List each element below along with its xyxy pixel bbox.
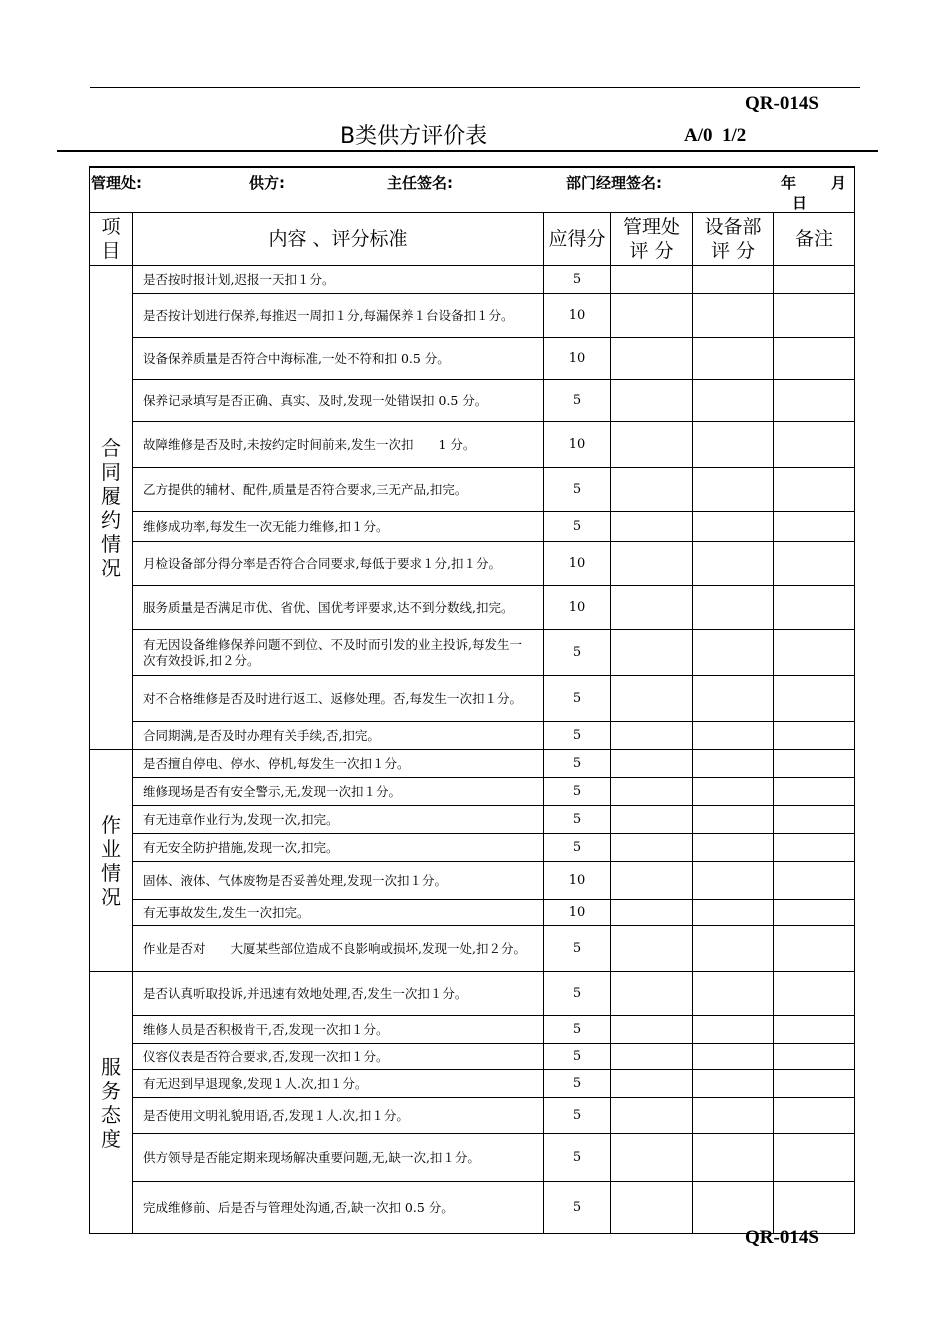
mgmt-score-cell[interactable] xyxy=(611,676,693,722)
table-row xyxy=(90,926,855,972)
note-cell[interactable] xyxy=(774,512,855,542)
table-row xyxy=(90,1070,855,1098)
criterion-text: 作业是否对 大厦某些部位造成不良影响或损坏,发现一处,扣２分。 xyxy=(133,926,544,972)
mgmt-score-cell[interactable] xyxy=(611,338,693,380)
table-row xyxy=(90,1098,855,1134)
dept-score-cell[interactable] xyxy=(693,338,774,380)
points-value: 5 xyxy=(544,468,611,512)
table-row xyxy=(90,380,855,422)
mgmt-score-cell[interactable] xyxy=(611,1098,693,1134)
mgmt-score-cell[interactable] xyxy=(611,1134,693,1182)
dept-score-cell[interactable] xyxy=(693,926,774,972)
criterion-text: 供方领导是否能定期来现场解决重要问题,无,缺一次,扣１分。 xyxy=(133,1134,544,1182)
points-value: 5 xyxy=(544,1070,611,1098)
note-cell[interactable] xyxy=(774,676,855,722)
points-value: 5 xyxy=(544,778,611,806)
points-value: 5 xyxy=(544,1134,611,1182)
points-value: 10 xyxy=(544,862,611,900)
table-row xyxy=(90,862,855,900)
points-value: 10 xyxy=(544,586,611,630)
criterion-text: 保养记录填写是否正确、真实、及时,发现一处错误扣 0.5 分。 xyxy=(133,380,544,422)
col-dept-score: 设备部 评 分 xyxy=(693,213,774,266)
col-note: 备注 xyxy=(774,213,855,266)
col-item: 项目 xyxy=(90,213,133,266)
mgmt-label: 管理处: xyxy=(91,174,142,192)
supplier-label: 供方: xyxy=(249,174,285,192)
note-cell[interactable] xyxy=(774,468,855,512)
dept-score-cell[interactable] xyxy=(693,862,774,900)
note-cell[interactable] xyxy=(774,1044,855,1070)
mgmt-score-cell[interactable] xyxy=(611,862,693,900)
note-cell[interactable] xyxy=(774,1182,855,1234)
mgmt-score-cell[interactable] xyxy=(611,1044,693,1070)
points-value: 5 xyxy=(544,1182,611,1234)
points-value: 5 xyxy=(544,1016,611,1044)
points-value: 5 xyxy=(544,380,611,422)
criterion-text: 月检设备部分得分率是否符合合同要求,每低于要求１分,扣１分。 xyxy=(133,542,544,586)
dept-score-cell[interactable] xyxy=(693,676,774,722)
table-row xyxy=(90,722,855,750)
mgmt-score-cell[interactable] xyxy=(611,1016,693,1044)
points-value: 5 xyxy=(544,972,611,1016)
dept-score-cell[interactable] xyxy=(693,1182,774,1234)
criterion-text: 设备保养质量是否符合中海标准,一处不符和扣 0.5 分。 xyxy=(133,338,544,380)
note-cell[interactable] xyxy=(774,806,855,834)
table-row xyxy=(90,266,855,294)
points-value: 10 xyxy=(544,338,611,380)
table-row xyxy=(90,468,855,512)
form-version: A/0 1/2 xyxy=(684,125,747,146)
points-value: 5 xyxy=(544,750,611,778)
dept-score-cell[interactable] xyxy=(693,900,774,926)
criterion-text: 是否按计划进行保养,每推迟一周扣１分,每漏保养１台设备扣１分。 xyxy=(133,294,544,338)
title-rule xyxy=(57,150,878,152)
manager-signature-label: 部门经理签名: xyxy=(566,174,662,192)
table-row xyxy=(90,778,855,806)
dept-score-cell[interactable] xyxy=(693,1134,774,1182)
evaluation-table xyxy=(89,166,855,1234)
table-row xyxy=(90,294,855,338)
criterion-text: 是否擅自停电、停水、停机,每发生一次扣１分。 xyxy=(133,750,544,778)
mgmt-score-cell[interactable] xyxy=(611,972,693,1016)
criterion-text: 服务质量是否满足市优、省优、国优考评要求,达不到分数线,扣完。 xyxy=(133,586,544,630)
table-row xyxy=(90,834,855,862)
points-value: 5 xyxy=(544,926,611,972)
points-value: 5 xyxy=(544,512,611,542)
table-row xyxy=(90,338,855,380)
note-cell[interactable] xyxy=(774,778,855,806)
note-cell[interactable] xyxy=(774,294,855,338)
dept-score-cell[interactable] xyxy=(693,1016,774,1044)
table-row xyxy=(90,1134,855,1182)
director-signature-label: 主任签名: xyxy=(387,174,453,192)
section-name: 服务态度 xyxy=(90,972,133,1234)
table-row xyxy=(90,630,855,676)
table-row xyxy=(90,750,855,778)
points-value: 5 xyxy=(544,676,611,722)
mgmt-score-cell[interactable] xyxy=(611,266,693,294)
points-value: 5 xyxy=(544,722,611,750)
points-value: 10 xyxy=(544,542,611,586)
year-label: 年 xyxy=(781,174,797,192)
criterion-text: 维修人员是否积极肯干,否,发现一次扣１分。 xyxy=(133,1016,544,1044)
column-header-row xyxy=(90,213,855,266)
dept-score-cell[interactable] xyxy=(693,1044,774,1070)
criterion-text: 是否按时报计划,迟报一天扣１分。 xyxy=(133,266,544,294)
note-cell[interactable] xyxy=(774,750,855,778)
dept-score-cell[interactable] xyxy=(693,1098,774,1134)
section-name: 合同履约情况 xyxy=(90,266,133,750)
mgmt-score-cell[interactable] xyxy=(611,294,693,338)
dept-score-cell[interactable] xyxy=(693,542,774,586)
note-cell[interactable] xyxy=(774,542,855,586)
criterion-text: 有无违章作业行为,发现一次,扣完。 xyxy=(133,806,544,834)
note-cell[interactable] xyxy=(774,900,855,926)
note-cell[interactable] xyxy=(774,338,855,380)
dept-score-cell[interactable] xyxy=(693,586,774,630)
mgmt-score-cell[interactable] xyxy=(611,630,693,676)
dept-score-cell[interactable] xyxy=(693,750,774,778)
section-name: 作业情况 xyxy=(90,750,133,972)
mgmt-score-cell[interactable] xyxy=(611,778,693,806)
dept-score-cell[interactable] xyxy=(693,422,774,468)
table-row xyxy=(90,1016,855,1044)
table-row xyxy=(90,900,855,926)
note-cell[interactable] xyxy=(774,722,855,750)
criterion-text: 有无因设备维修保养问题不到位、不及时而引发的业主投诉,每发生一次有效投诉,扣２分。 xyxy=(133,630,544,676)
criterion-text: 维修成功率,每发生一次无能力维修,扣１分。 xyxy=(133,512,544,542)
table-row xyxy=(90,422,855,468)
points-value: 5 xyxy=(544,630,611,676)
dept-score-cell[interactable] xyxy=(693,294,774,338)
month-label: 月 xyxy=(831,174,847,192)
form-code-top: QR-014S xyxy=(745,93,819,114)
criterion-text: 维修现场是否有安全警示,无,发现一次扣１分。 xyxy=(133,778,544,806)
note-cell[interactable] xyxy=(774,862,855,900)
dept-score-cell[interactable] xyxy=(693,512,774,542)
col-points: 应得分 xyxy=(544,213,611,266)
form-code-bottom: QR-014S xyxy=(745,1227,819,1248)
table-row xyxy=(90,1044,855,1070)
points-value: 5 xyxy=(544,834,611,862)
dept-score-cell[interactable] xyxy=(693,1070,774,1098)
col-content: 内容 、评分标准 xyxy=(133,213,544,266)
points-value: 5 xyxy=(544,266,611,294)
table-row xyxy=(90,586,855,630)
note-cell[interactable] xyxy=(774,1098,855,1134)
day-label: 日 xyxy=(792,194,808,212)
criterion-text: 完成维修前、后是否与管理处沟通,否,缺一次扣 0.5 分。 xyxy=(133,1182,544,1234)
note-cell[interactable] xyxy=(774,1134,855,1182)
criterion-text: 对不合格维修是否及时进行返工、返修处理。否,每发生一次扣１分。 xyxy=(133,676,544,722)
mgmt-score-cell[interactable] xyxy=(611,422,693,468)
dept-score-cell[interactable] xyxy=(693,266,774,294)
criterion-text: 是否认真听取投诉,并迅速有效地处理,否,发生一次扣１分。 xyxy=(133,972,544,1016)
table-row xyxy=(90,676,855,722)
dept-score-cell[interactable] xyxy=(693,834,774,862)
points-value: 10 xyxy=(544,900,611,926)
mgmt-score-cell[interactable] xyxy=(611,542,693,586)
criterion-text: 有无迟到早退现象,发现１人.次,扣１分。 xyxy=(133,1070,544,1098)
points-value: 5 xyxy=(544,806,611,834)
note-cell[interactable] xyxy=(774,926,855,972)
dept-score-cell[interactable] xyxy=(693,468,774,512)
mgmt-score-cell[interactable] xyxy=(611,586,693,630)
criterion-text: 是否使用文明礼貌用语,否,发现１人.次,扣１分。 xyxy=(133,1098,544,1134)
mgmt-score-cell[interactable] xyxy=(611,512,693,542)
note-cell[interactable] xyxy=(774,380,855,422)
dept-score-cell[interactable] xyxy=(693,806,774,834)
top-rule xyxy=(90,87,860,88)
dept-score-cell[interactable] xyxy=(693,778,774,806)
dept-score-cell[interactable] xyxy=(693,722,774,750)
note-cell[interactable] xyxy=(774,422,855,468)
mgmt-score-cell[interactable] xyxy=(611,806,693,834)
signature-row xyxy=(90,167,855,213)
table-row xyxy=(90,1182,855,1234)
points-value: 10 xyxy=(544,422,611,468)
note-cell[interactable] xyxy=(774,834,855,862)
criterion-text: 固体、液体、气体废物是否妥善处理,发现一次扣１分。 xyxy=(133,862,544,900)
criterion-text: 有无安全防护措施,发现一次,扣完。 xyxy=(133,834,544,862)
note-cell[interactable] xyxy=(774,1016,855,1044)
mgmt-score-cell[interactable] xyxy=(611,722,693,750)
criterion-text: 乙方提供的辅材、配件,质量是否符合要求,三无产品,扣完。 xyxy=(133,468,544,512)
mgmt-score-cell[interactable] xyxy=(611,750,693,778)
points-value: 10 xyxy=(544,294,611,338)
table-row xyxy=(90,512,855,542)
table-row xyxy=(90,806,855,834)
mgmt-score-cell[interactable] xyxy=(611,1182,693,1234)
mgmt-score-cell[interactable] xyxy=(611,926,693,972)
criterion-text: 仪容仪表是否符合要求,否,发现一次扣１分。 xyxy=(133,1044,544,1070)
criterion-text: 有无事故发生,发生一次扣完。 xyxy=(133,900,544,926)
form-title: B类供方评价表 xyxy=(340,124,488,149)
note-cell[interactable] xyxy=(774,1070,855,1098)
mgmt-score-cell[interactable] xyxy=(611,468,693,512)
criterion-text: 故障维修是否及时,未按约定时间前来,发生一次扣 1 分。 xyxy=(133,422,544,468)
note-cell[interactable] xyxy=(774,266,855,294)
note-cell[interactable] xyxy=(774,630,855,676)
points-value: 5 xyxy=(544,1098,611,1134)
dept-score-cell[interactable] xyxy=(693,972,774,1016)
dept-score-cell[interactable] xyxy=(693,630,774,676)
col-mgmt-score: 管理处 评 分 xyxy=(611,213,693,266)
mgmt-score-cell[interactable] xyxy=(611,900,693,926)
note-cell[interactable] xyxy=(774,972,855,1016)
criterion-text: 合同期满,是否及时办理有关手续,否,扣完。 xyxy=(133,722,544,750)
dept-score-cell[interactable] xyxy=(693,380,774,422)
points-value: 5 xyxy=(544,1044,611,1070)
note-cell[interactable] xyxy=(774,586,855,630)
table-row xyxy=(90,972,855,1016)
mgmt-score-cell[interactable] xyxy=(611,834,693,862)
table-row xyxy=(90,542,855,586)
mgmt-score-cell[interactable] xyxy=(611,380,693,422)
mgmt-score-cell[interactable] xyxy=(611,1070,693,1098)
